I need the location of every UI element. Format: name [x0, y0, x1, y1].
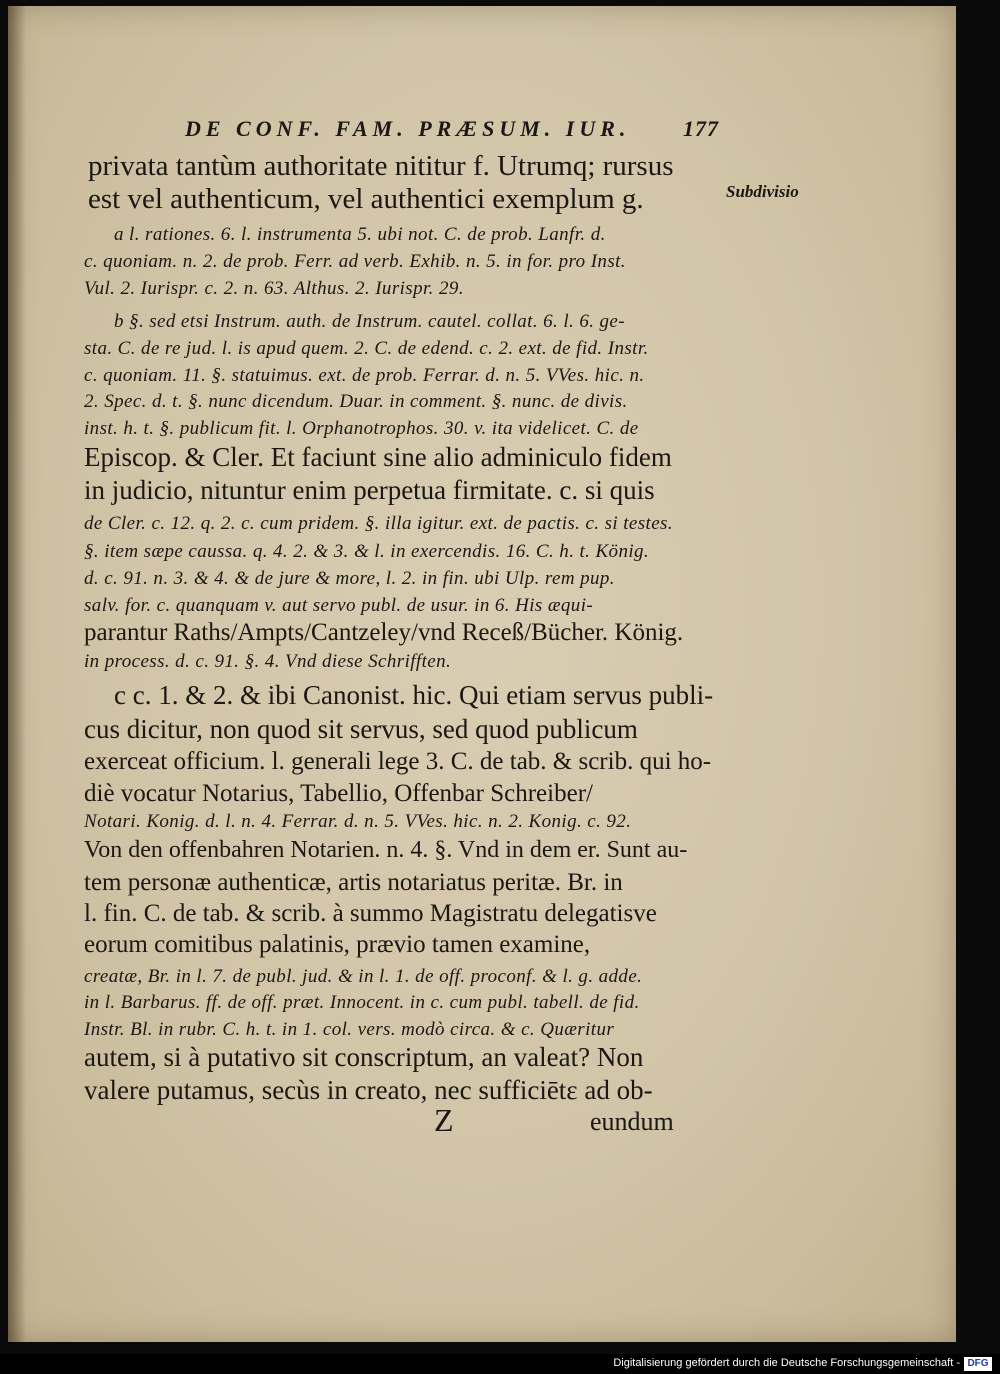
footnote-c-line-5: Notari. Konig. d. l. n. 4. Ferrar. d. n. 5. VVes. hic. n. 2. Konig. c. 92.: [84, 811, 632, 832]
footnote-c-line-13: autem, si à putativo sit conscriptum, an valeat? Non: [84, 1042, 644, 1072]
footnote-c-line-8: l. fin. C. de tab. & scrib. à summo Magistratu delegatisve: [84, 900, 657, 927]
footnote-c-line-7: tem personæ authenticæ, artis notariatus peritæ. Br. in: [84, 869, 623, 896]
footnote-b-line-12: parantur Raths/Ampts/Cantzeley/vnd Receß/Bücher. König.: [84, 619, 684, 646]
footnote-c-line-6: Von den offenbahren Notarien. n. 4. §. Vnd in dem er. Sunt au-: [84, 837, 688, 863]
margin-note: Subdivisio: [726, 182, 799, 201]
footnote-b-line-1: b §. sed etsi Instrum. auth. de Instrum. cautel. collat. 6. l. 6. ge-: [114, 311, 625, 332]
footnote-c-line-1: c c. 1. & 2. & ibi Canonist. hic. Qui etiam servus publi-: [114, 680, 714, 710]
digitization-credit-text: Digitalisierung gefördert durch die Deutsche Forschungsgemeinschaft -: [613, 1357, 960, 1369]
text-line-1: privata tantùm authoritate nititur f. Utrumq; rursus: [88, 150, 674, 182]
footnote-b-line-8: de Cler. c. 12. q. 2. c. cum pridem. §. illa igitur. ext. de pactis. c. si testes.: [84, 513, 673, 534]
footnote-a-line-2: c. quoniam. n. 2. de prob. Ferr. ad verb. Exhib. n. 5. in for. pro Inst.: [84, 251, 626, 272]
footnote-c-line-2: cus dicitur, non quod sit servus, sed quod publicum: [84, 714, 638, 744]
running-title: DE CONF. FAM. PRÆSUM. IUR.: [185, 116, 631, 141]
text-line-2: est vel authenticum, vel authentici exemplum g.: [88, 183, 644, 215]
footnote-b-line-5: inst. h. t. §. publicum fit. l. Orphanotrophos. 30. v. ita videlicet. C. de: [84, 418, 639, 439]
footnote-b-line-6: Episcop. & Cler. Et faciunt sine alio adminiculo fidem: [84, 442, 672, 472]
book-page: [8, 6, 956, 1342]
page-number: 177: [683, 116, 719, 141]
footnote-b-line-2: sta. C. de re jud. l. is apud quem. 2. C. de edend. c. 2. ext. de fid. Instr.: [84, 338, 649, 359]
footnote-c-line-11: in l. Barbarus. ff. de off. præt. Innocent. in c. cum publ. tabell. de fid.: [84, 992, 640, 1013]
footnote-b-line-3: c. quoniam. 11. §. statuimus. ext. de prob. Ferrar. d. n. 5. VVes. hic. n.: [84, 365, 645, 386]
signature-mark: Z: [434, 1102, 454, 1138]
footnote-b-line-11: salv. for. c. quanquam v. aut servo publ. de usur. in 6. His æqui-: [84, 595, 594, 616]
footnote-c-line-3: exerceat officium. l. generali lege 3. C. de tab. & scrib. qui ho-: [84, 748, 712, 775]
footnote-c-line-10: creatæ, Br. in l. 7. de publ. jud. & in l. 1. de off. proconf. & l. g. adde.: [84, 966, 643, 987]
catchword: eundum: [590, 1107, 674, 1136]
footnote-b-line-13: in process. d. c. 91. §. 4. Vnd diese Schrifften.: [84, 651, 452, 672]
digitization-credit-bar: [0, 1354, 1000, 1374]
footnote-a-line-3: Vul. 2. Iurispr. c. 2. n. 63. Althus. 2. Iurispr. 29.: [84, 278, 464, 299]
footnote-a-line-1: a l. rationes. 6. l. instrumenta 5. ubi not. C. de prob. Lanfr. d.: [114, 224, 606, 245]
footnote-b-line-10: d. c. 91. n. 3. & 4. & de jure & more, l. 2. in fin. ubi Ulp. rem pup.: [84, 568, 615, 589]
footnote-c-line-4: diè vocatur Notarius, Tabellio, Offenbar Schreiber/: [84, 780, 593, 807]
footnote-b-line-9: §. item sæpe caussa. q. 4. 2. & 3. & l. in exercendis. 16. C. h. t. König.: [84, 541, 650, 562]
footnote-c-line-14: valere putamus, secùs in creato, nec sufficiētε ad ob-: [84, 1075, 653, 1105]
dfg-logo: DFG: [964, 1357, 992, 1371]
footnote-c-line-9: eorum comitibus palatinis, prævio tamen examine,: [84, 931, 591, 958]
footnote-b-line-7: in judicio, nituntur enim perpetua firmitate. c. si quis: [84, 475, 655, 505]
footnote-c-line-12: Instr. Bl. in rubr. C. h. t. in 1. col. vers. modò circa. & c. Quæritur: [84, 1019, 615, 1040]
footnote-b-line-4: 2. Spec. d. t. §. nunc dicendum. Duar. in comment. §. nunc. de divis.: [84, 391, 628, 412]
